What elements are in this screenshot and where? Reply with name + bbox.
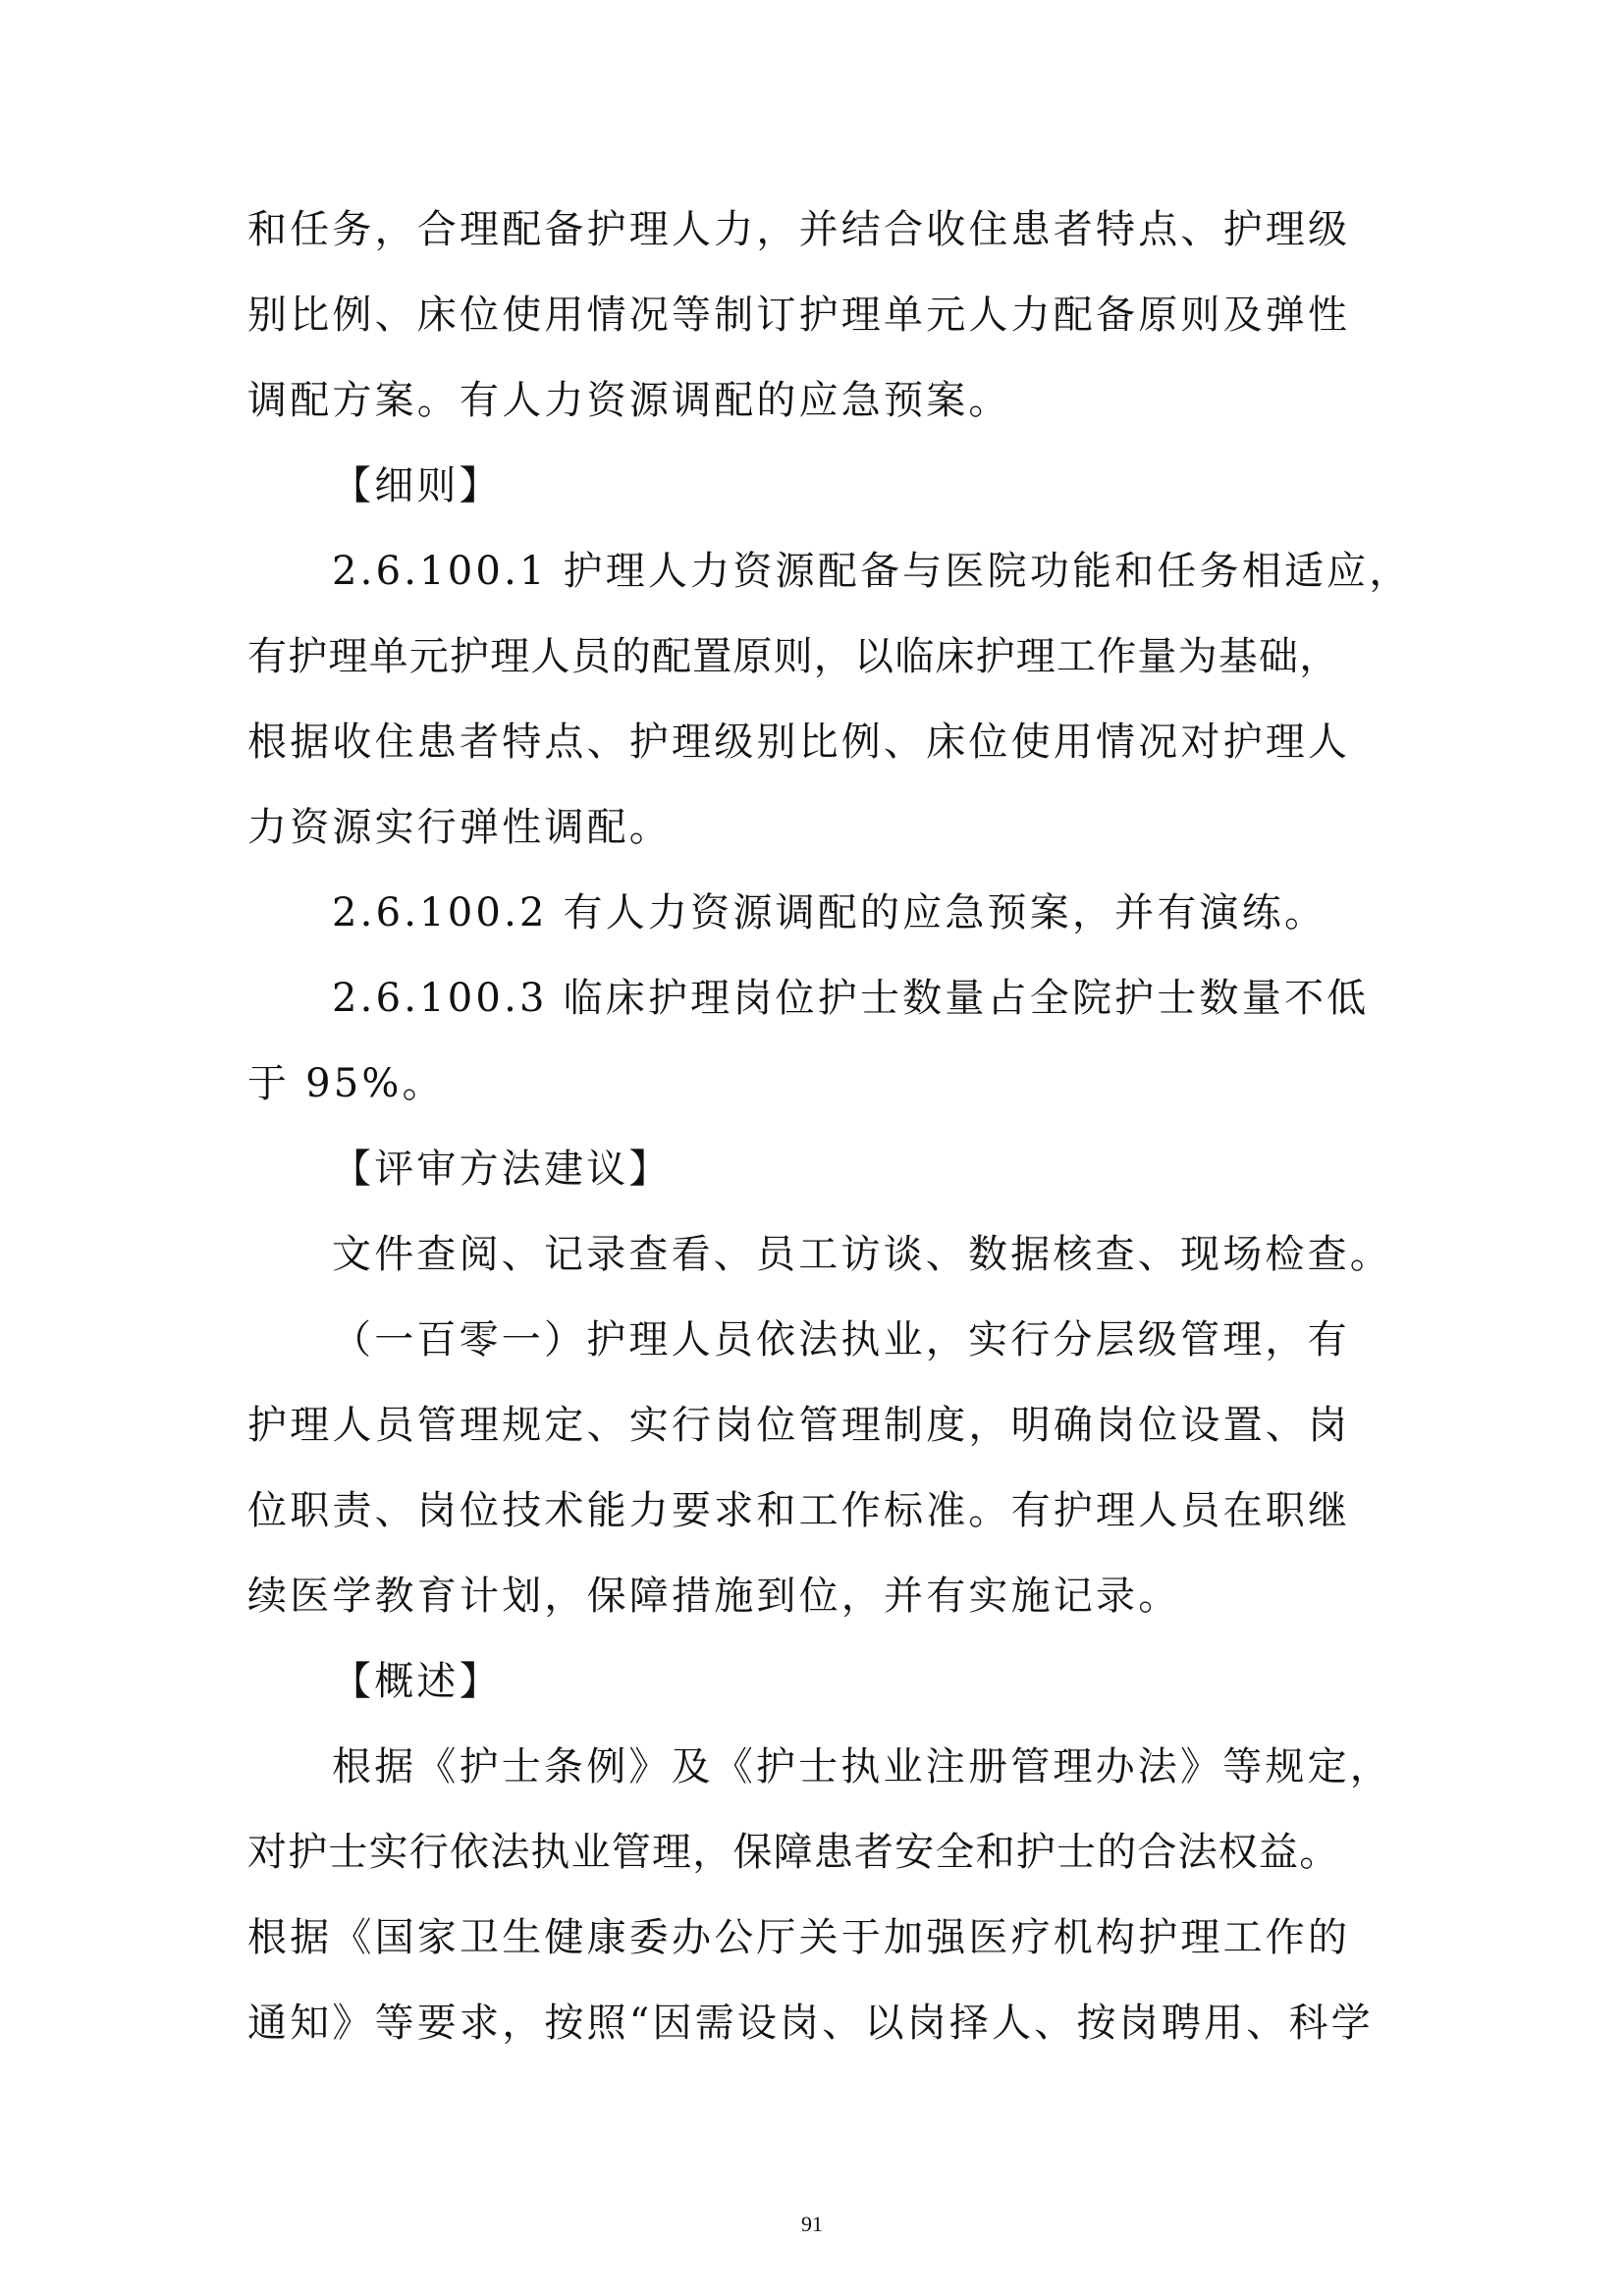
section-heading-review-methods: 【评审方法建议】	[332, 1147, 672, 1192]
text-line-8: 力资源实行弹性调配。	[247, 805, 672, 850]
text-line-20: 对护士实行依法执业管理，保障患者安全和护士的合法权益。	[247, 1830, 1340, 1875]
section-heading-rules: 【细则】	[332, 463, 502, 508]
text-line-19: 根据《护士条例》及《护士执业注册管理办法》等规定，	[332, 1744, 1392, 1789]
text-line-5: 2.6.100.1 护理人力资源配备与医院功能和任务相适应，	[332, 549, 1412, 594]
text-line-21: 根据《国家卫生健康委办公厅关于加强医疗机构护理工作的	[247, 1915, 1351, 1960]
page-number: 91	[801, 2212, 823, 2236]
text-line-13: 文件查阅、记录查看、员工访谈、数据核查、现场检查。	[332, 1232, 1392, 1277]
text-line-11: 于 95%。	[247, 1061, 445, 1106]
text-line-22: 通知》等要求，按照“因需设岗、以岗择人、按岗聘用、科学	[247, 2001, 1374, 2046]
text-line-1: 和任务，合理配备护理人力，并结合收住患者特点、护理级	[247, 207, 1351, 252]
section-heading-overview: 【概述】	[332, 1659, 502, 1704]
text-line-10: 2.6.100.3 临床护理岗位护士数量占全院护士数量不低	[332, 976, 1370, 1021]
text-line-2: 别比例、床位使用情况等制订护理单元人力配备原则及弹性	[247, 293, 1351, 338]
text-line-3: 调配方案。有人力资源调配的应急预案。	[247, 378, 1011, 423]
text-line-7: 根据收住患者特点、护理级别比例、床位使用情况对护理人	[247, 720, 1351, 765]
text-line-15: 护理人员管理规定、实行岗位管理制度，明确岗位设置、岗	[247, 1403, 1351, 1448]
text-line-6: 有护理单元护理人员的配置原则，以临床护理工作量为基础，	[247, 634, 1340, 679]
text-line-14: （一百零一）护理人员依法执业，实行分层级管理，有	[332, 1317, 1350, 1362]
text-line-9: 2.6.100.2 有人力资源调配的应急预案，并有演练。	[332, 890, 1327, 935]
text-line-16: 位职责、岗位技术能力要求和工作标准。有护理人员在职继	[247, 1488, 1351, 1533]
text-line-17: 续医学教育计划，保障措施到位，并有实施记录。	[247, 1574, 1181, 1619]
